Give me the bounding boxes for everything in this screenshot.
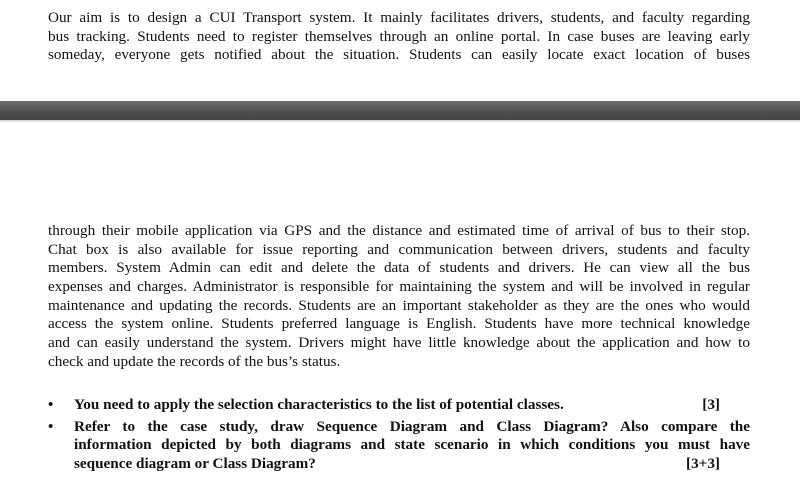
bullet-icon: • xyxy=(48,397,54,413)
question-text: sequence diagram or Class Diagram? xyxy=(74,455,316,473)
text-line: someday, everyone gets notified about the situation. Students can easily locate exact location of buses xyxy=(48,46,750,64)
question-marks: [3] xyxy=(702,396,720,413)
text-line: Our aim is to design a CUI Transport system. It mainly facilitates drivers, students, and faculty regarding xyxy=(48,9,750,26)
text-line: check and update the records of the bus’s status. xyxy=(48,352,341,370)
text-line: maintenance and updating the records. Students are an important stakeholder as they are the ones who would xyxy=(48,296,750,314)
question-text-line xyxy=(74,396,750,415)
question-text: You need to apply the selection characteristics to the list of potential classes. xyxy=(74,396,564,413)
question-text-line: information depicted by both diagrams and state scenario in which conditions you must have xyxy=(74,436,750,454)
question-marks: [3+3] xyxy=(686,455,720,473)
question-text-line xyxy=(74,455,750,474)
text-line: members. System Admin can edit and delete the data of students and drivers. He can view all the bus xyxy=(48,259,750,277)
text-line: expenses and charges. Administrator is responsible for maintaining the system and will be involved in regular xyxy=(48,278,750,296)
text-line: access the system online. Students preferred language is English. Students have more technical knowledge xyxy=(48,315,750,333)
text-line: Chat box is also available for issue reporting and communication between drivers, students and faculty xyxy=(48,240,750,258)
page-break-shadow xyxy=(0,120,800,123)
text-line: and can easily understand the system. Drivers might have little knowledge about the application and how to xyxy=(48,334,750,352)
question-item xyxy=(48,396,750,415)
page-break-separator xyxy=(0,101,800,120)
question-text-line: Refer to the case study, draw Sequence Diagram and Class Diagram? Also compare the xyxy=(74,417,750,435)
bullet-icon: • xyxy=(48,418,54,435)
text-line: through their mobile application via GPS and the distance and estimated time of arrival of bus to their stop. xyxy=(48,222,750,239)
question-list xyxy=(48,396,750,477)
question-item xyxy=(48,418,750,474)
text-line: bus tracking. Students need to register themselves through an online portal. In case buses are leaving early xyxy=(48,27,750,45)
case-study-paragraph-bottom xyxy=(48,222,750,372)
case-study-paragraph-top xyxy=(48,9,750,65)
